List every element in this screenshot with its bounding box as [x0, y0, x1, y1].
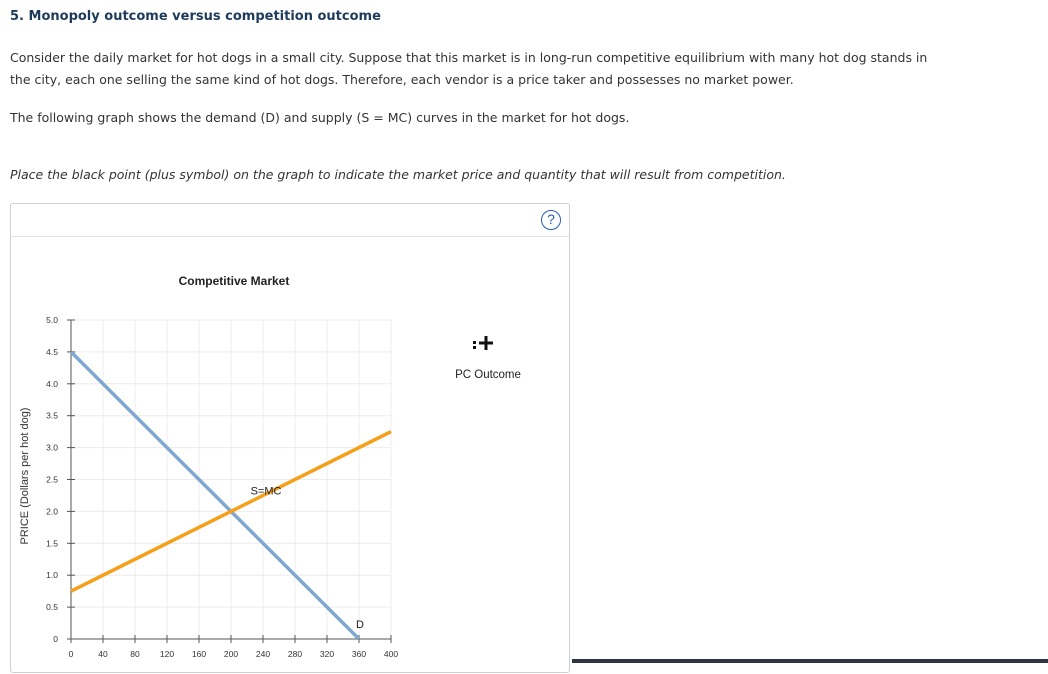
y-tick-label: 4.0 [46, 378, 58, 389]
x-tick-label: 360 [351, 649, 367, 659]
question-paragraph: Consider the daily market for hot dogs in a small city. Suppose that this market is in long-run competitive equilibrium with many hot dog stands in the city, each one selling the same kind of hot dogs. Therefore, each vendor is a price taker and possesses no market power. [10, 50, 928, 87]
y-tick-label: 0.5 [46, 602, 58, 613]
y-axis-label: PRICE (Dollars per hot dog) [19, 407, 31, 545]
axes [67, 320, 391, 643]
x-tick-label: 160 [191, 649, 207, 659]
instruction-text: Place the black point (plus symbol) on the graph to indicate the market price and quantity that will result from competition. [10, 167, 786, 182]
x-tick-label: 320 [319, 649, 335, 659]
y-tick-label: 4.5 [46, 346, 58, 357]
x-tick-label: 40 [98, 649, 108, 659]
y-tick-label: 5.0 [46, 315, 58, 325]
demand-curve-label: D [356, 619, 364, 631]
supply-curve-label: S=MC [250, 485, 282, 498]
pc-outcome-tool[interactable] [455, 336, 521, 381]
y-tick-label: 3.5 [46, 410, 58, 421]
grid-lines [71, 320, 391, 639]
x-tick-label: 280 [287, 649, 303, 659]
graph-description: The following graph shows the demand (D) and supply (S = MC) curves in the market for hot dogs. [10, 110, 630, 125]
x-tick-label: 240 [255, 649, 271, 659]
graph-panel [10, 203, 570, 673]
y-tick-label: 1.0 [46, 570, 58, 581]
x-tick-label: 400 [383, 649, 399, 659]
pc-outcome-label: PC Outcome [455, 369, 521, 381]
chart-title: Competitive Market [178, 274, 290, 288]
competitive-market-chart [11, 204, 571, 674]
x-tick-label: 120 [159, 649, 175, 659]
curve-d [71, 352, 359, 639]
bottom-scrollbar [572, 659, 1048, 663]
x-tick-label: 80 [130, 649, 140, 659]
x-tick-label: 200 [223, 649, 239, 659]
y-tick-label: 2.0 [46, 506, 58, 517]
y-tick-label: 2.5 [46, 474, 58, 485]
y-tick-label: 3.0 [46, 442, 58, 453]
y-tick-label: 1.5 [46, 538, 58, 549]
y-tick-label: 0 [53, 634, 58, 644]
question-title: 5. Monopoly outcome versus competition outcome [10, 9, 381, 24]
help-icon[interactable]: ? [541, 210, 561, 230]
plus-marker-icon[interactable] [473, 336, 493, 350]
x-tick-label: 0 [68, 649, 74, 659]
